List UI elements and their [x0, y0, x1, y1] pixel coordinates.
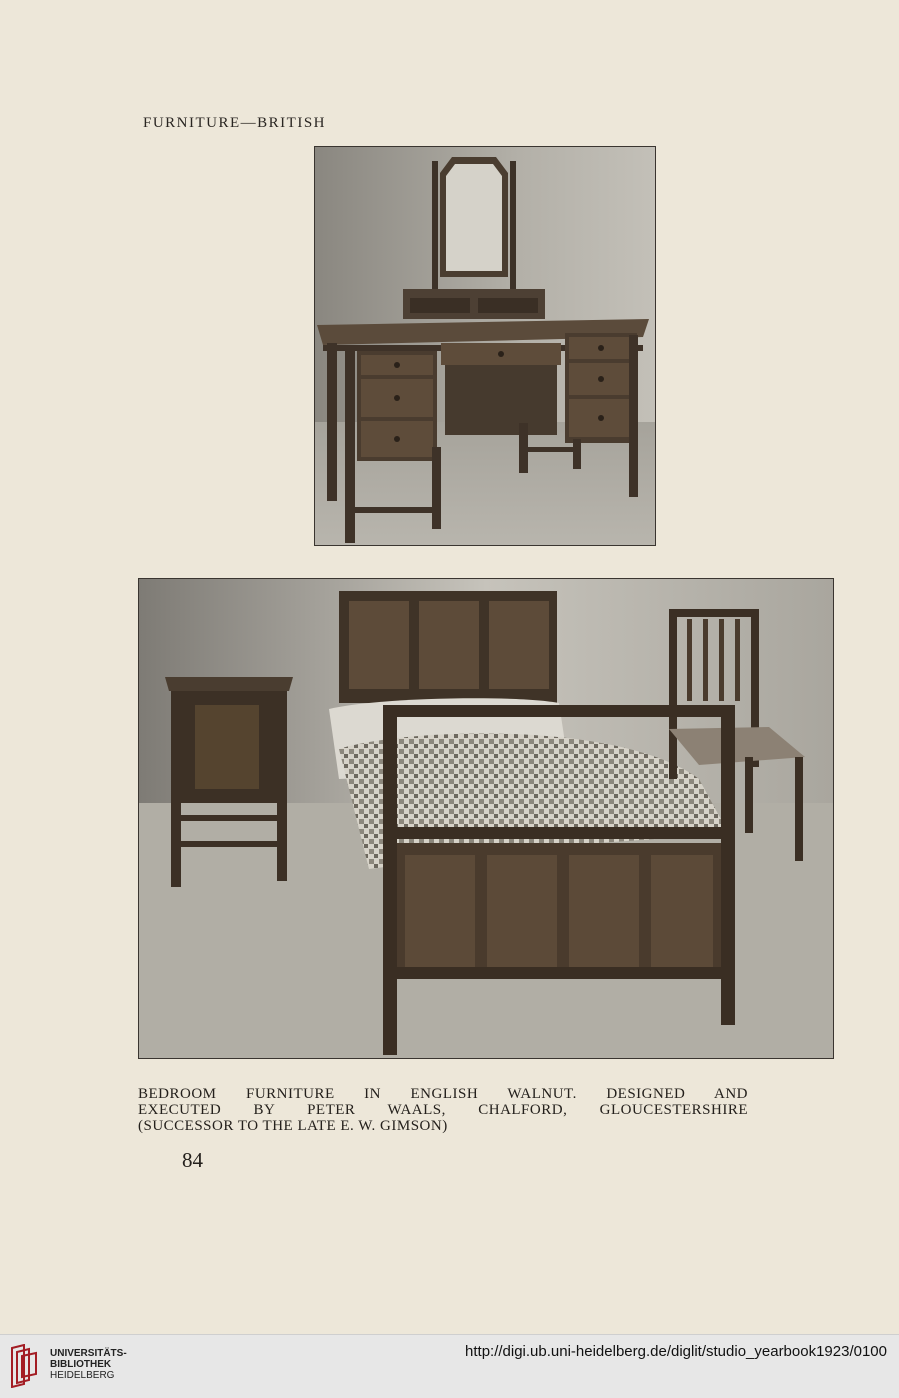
bedroom-set-photo: [138, 578, 834, 1059]
caption-line-2: EXECUTED BY PETER WAALS, CHALFORD, GLOUCESTERSHIRE: [138, 1102, 748, 1118]
permalink-url[interactable]: http://digi.ub.uni-heidelberg.de/diglit/studio_yearbook1923/0100: [465, 1343, 887, 1360]
library-name-line-3: HEIDELBERG: [50, 1370, 115, 1381]
digitization-footer: [0, 1334, 899, 1398]
library-name[interactable]: [50, 1348, 127, 1381]
caption-line-1: BEDROOM FURNITURE IN ENGLISH WALNUT. DESIGNED AND: [138, 1086, 748, 1102]
running-head: FURNITURE—BRITISH: [143, 115, 327, 131]
page-number: 84: [182, 1148, 203, 1172]
library-name-line-1: UNIVERSITÄTS-: [50, 1348, 127, 1359]
plate-caption: [138, 1086, 748, 1134]
library-logo-icon[interactable]: [10, 1344, 40, 1388]
dressing-table-photo: [314, 146, 656, 546]
caption-line-3: (SUCCESSOR TO THE LATE E. W. GIMSON): [138, 1118, 448, 1134]
library-name-line-2: BIBLIOTHEK: [50, 1359, 112, 1370]
